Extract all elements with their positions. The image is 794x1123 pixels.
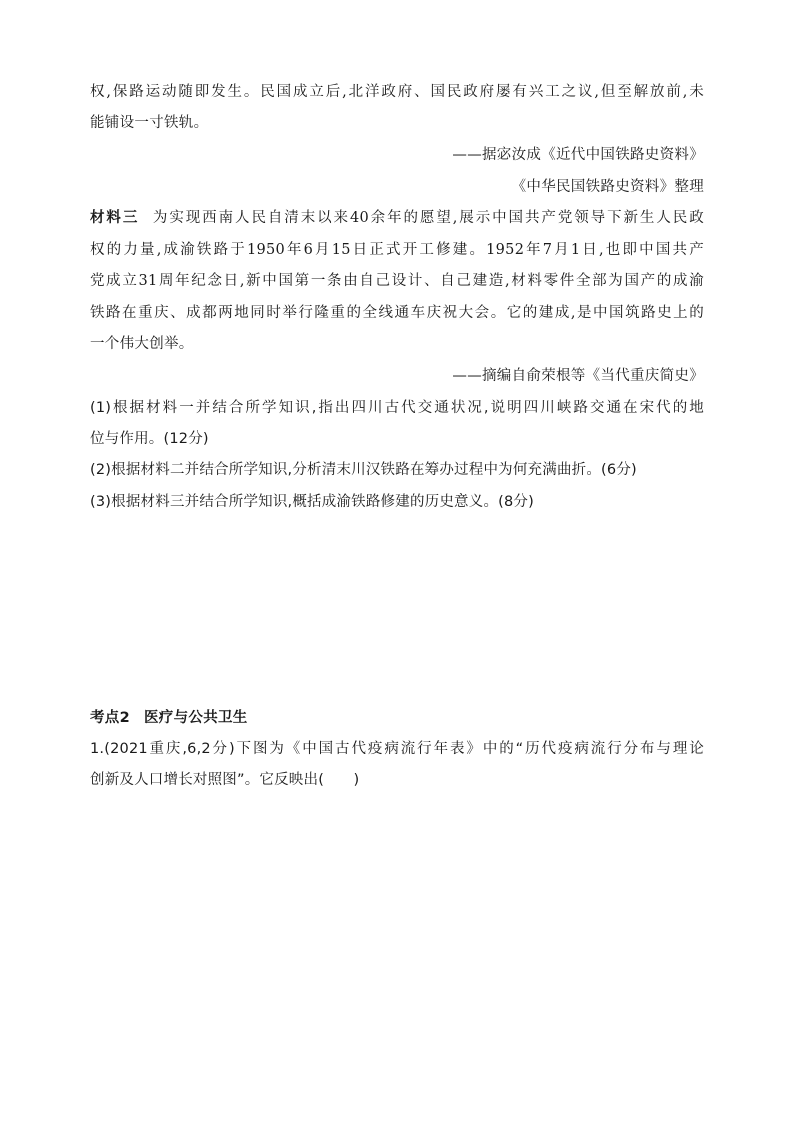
- material3-text-line-4: 铁路在重庆、成都两地同时举行隆重的全线通车庆祝大会。它的建成,是中国筑路史上的: [90, 305, 704, 321]
- material3-text-line-2: 权的力量,成渝铁路于1950年6月15日正式开工修建。1952年7月1日,也即中国共产: [90, 242, 704, 258]
- material3-label: 材料三: [90, 210, 140, 226]
- material3-text-line-3: 党成立31周年纪念日,新中国第一条由自己设计、自己建造,材料零件全部为国产的成渝: [90, 273, 704, 289]
- material2-text-line-1: 权,保路运动随即发生。民国成立后,北洋政府、国民政府屡有兴工之议,但至解放前,未: [90, 84, 704, 100]
- section-heading-title: 医疗与公共卫生: [144, 710, 248, 726]
- question-1-line-2: 位与作用。(12分): [90, 431, 209, 447]
- material2-source-line-2: 《中华民国铁路史资料》整理: [511, 179, 704, 195]
- material3-text-line-1-body: 为实现西南人民自清末以来40余年的愿望,展示中国共产党领导下新生人民政: [151, 210, 705, 226]
- question-3: (3)根据材料三并结合所学知识,概括成渝铁路修建的历史意义。(8分): [90, 494, 534, 510]
- material3-source: ——摘编自俞荣根等《当代重庆简史》: [452, 368, 704, 384]
- material3-text-line-1: [90, 208, 704, 228]
- material2-text-line-2: 能铺设一寸铁轨。: [90, 115, 209, 131]
- material3-text-line-5: 一个伟大创举。: [90, 336, 194, 352]
- material2-source-line-1: ——据宓汝成《近代中国铁路史资料》: [452, 147, 704, 163]
- item-1-line-1: 1.(2021重庆,6,2分)下图为《中国古代疫病流行年表》中的“历代疫病流行分布与理论: [90, 741, 704, 757]
- section-heading-number: 考点2: [90, 710, 130, 726]
- question-2: (2)根据材料二并结合所学知识,分析清末川汉铁路在筹办过程中为何充满曲折。(6分): [90, 462, 637, 478]
- item-1-line-2: 创新及人口增长对照图”。它反映出( ): [90, 772, 360, 788]
- section-heading: [90, 708, 704, 728]
- question-1-line-1: (1)根据材料一并结合所学知识,指出四川古代交通状况,说明四川峡路交通在宋代的地: [90, 400, 704, 416]
